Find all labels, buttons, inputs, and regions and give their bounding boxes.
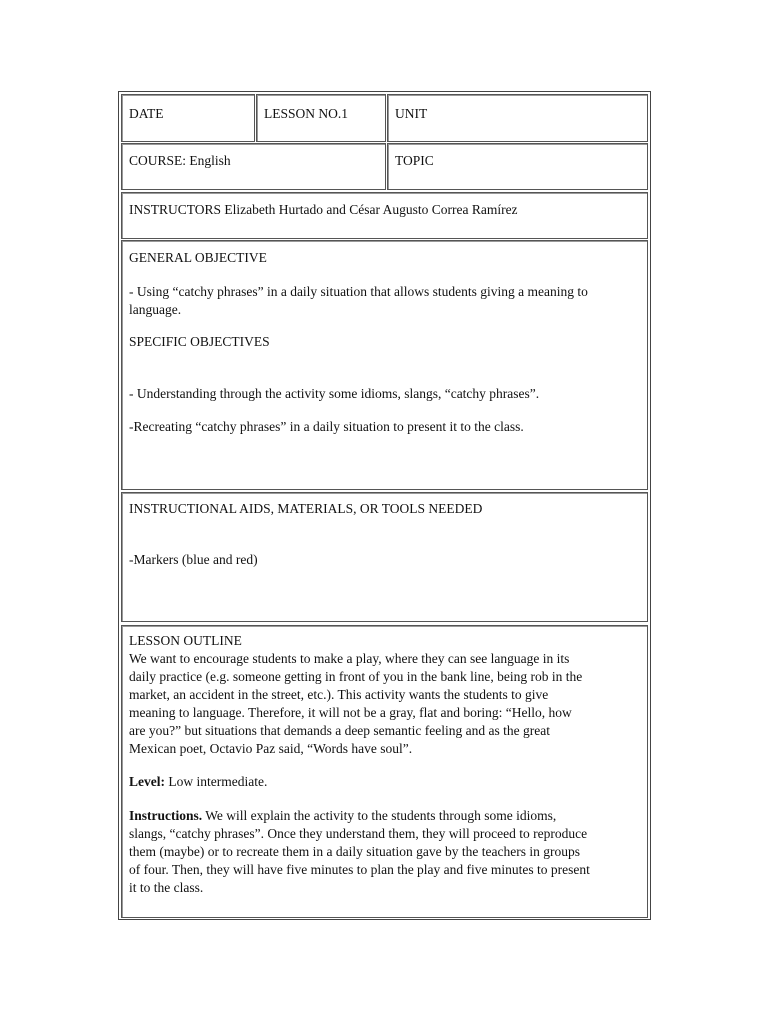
course-label: COURSE: English bbox=[129, 153, 231, 168]
level-line bbox=[129, 773, 267, 791]
unit-cell bbox=[387, 94, 648, 142]
lesson-outline-heading: LESSON OUTLINE bbox=[129, 633, 242, 648]
outline-line-2: daily practice (e.g. someone getting in front of you in the bank line, being rob in the bbox=[129, 669, 583, 684]
specific-objective-item-1: - Understanding through the activity some idioms, slangs, “catchy phrases”. bbox=[129, 386, 540, 401]
date-label: DATE bbox=[129, 106, 164, 121]
instructions-line-4: of four. Then, they will have five minutes to plan the play and five minutes to present bbox=[129, 862, 590, 877]
instructional-aids-heading: INSTRUCTIONAL AIDS, MATERIALS, OR TOOLS NEEDED bbox=[129, 501, 483, 516]
lesson-number-label: LESSON NO.1 bbox=[264, 106, 349, 121]
objectives-cell bbox=[121, 240, 648, 490]
general-objective-line2: language. bbox=[129, 302, 182, 317]
instructors-label: INSTRUCTORS Elizabeth Hurtado and César Augusto Correa Ramírez bbox=[129, 202, 518, 217]
topic-cell bbox=[387, 143, 648, 190]
general-objective-heading: GENERAL OBJECTIVE bbox=[129, 250, 267, 265]
date-cell bbox=[121, 94, 255, 142]
instructions-label: Instructions. bbox=[129, 808, 203, 823]
aids-item-1: -Markers (blue and red) bbox=[129, 552, 258, 567]
level-label: Level: bbox=[129, 774, 165, 789]
outline-line-3: market, an accident in the street, etc.). This activity wants the students to give bbox=[129, 687, 549, 702]
course-cell bbox=[121, 143, 386, 190]
outline-line-1: We want to encourage students to make a play, where they can see language in its bbox=[129, 651, 570, 666]
specific-objective-item-2: -Recreating “catchy phrases” in a daily situation to present it to the class. bbox=[129, 419, 524, 434]
lesson-number-cell bbox=[256, 94, 386, 142]
instructions-line-5: it to the class. bbox=[129, 880, 204, 895]
topic-label: TOPIC bbox=[395, 153, 434, 168]
specific-objectives-heading: SPECIFIC OBJECTIVES bbox=[129, 334, 270, 349]
instructions-line-2: slangs, “catchy phrases”. Once they understand them, they will proceed to reproduce bbox=[129, 826, 588, 841]
outline-line-4: meaning to language. Therefore, it will not be a gray, flat and boring: “Hello, how bbox=[129, 705, 572, 720]
outline-line-5: are you?” but situations that demands a deep semantic feeling and as the great bbox=[129, 723, 550, 738]
instructors-cell bbox=[121, 192, 648, 239]
lesson-plan-table bbox=[118, 91, 651, 920]
instructions-text-1: We will explain the activity to the students through some idioms, bbox=[202, 808, 557, 823]
unit-label: UNIT bbox=[395, 106, 428, 121]
outline-line-6: Mexican poet, Octavio Paz said, “Words have soul”. bbox=[129, 741, 413, 756]
general-objective-line1: - Using “catchy phrases” in a daily situation that allows students giving a meaning to bbox=[129, 284, 588, 299]
level-value: Low intermediate. bbox=[165, 774, 268, 789]
lesson-outline-cell bbox=[121, 625, 648, 918]
instructional-aids-cell bbox=[121, 492, 648, 622]
instructions-line-1 bbox=[129, 807, 556, 825]
instructions-line-3: them (maybe) or to recreate them in a daily situation gave by the teachers in groups bbox=[129, 844, 580, 859]
